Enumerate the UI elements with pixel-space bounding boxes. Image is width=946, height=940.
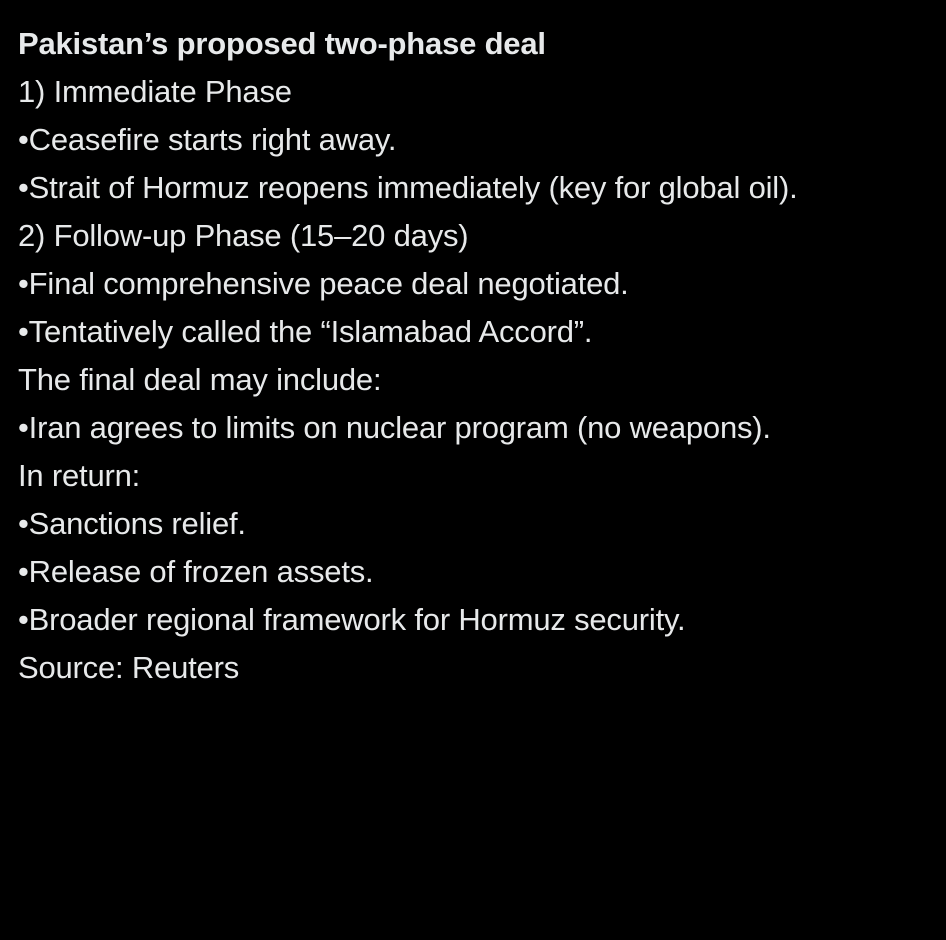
in-return-bullet: •Release of frozen assets. bbox=[18, 554, 374, 589]
in-return-bullet: •Sanctions relief. bbox=[18, 506, 246, 541]
phase2-heading: 2) Follow-up Phase (15–20 days) bbox=[18, 218, 469, 253]
post-title: Pakistan’s proposed two-phase deal bbox=[18, 26, 546, 61]
source-line: Source: Reuters bbox=[18, 650, 239, 685]
phase1-bullet: •Ceasefire starts right away. bbox=[18, 122, 397, 157]
in-return-bullet: •Broader regional framework for Hormuz security. bbox=[18, 602, 686, 637]
phase2-bullet: •Tentatively called the “Islamabad Accord”. bbox=[18, 314, 593, 349]
in-return-heading: In return: bbox=[18, 458, 141, 493]
phase1-heading: 1) Immediate Phase bbox=[18, 74, 292, 109]
final-deal-bullet: •Iran agrees to limits on nuclear program (no weapons). bbox=[18, 410, 771, 445]
final-deal-heading: The final deal may include: bbox=[18, 362, 382, 397]
phase2-bullet: •Final comprehensive peace deal negotiated. bbox=[18, 266, 629, 301]
phase1-bullet: •Strait of Hormuz reopens immediately (key for global oil). bbox=[18, 170, 798, 205]
